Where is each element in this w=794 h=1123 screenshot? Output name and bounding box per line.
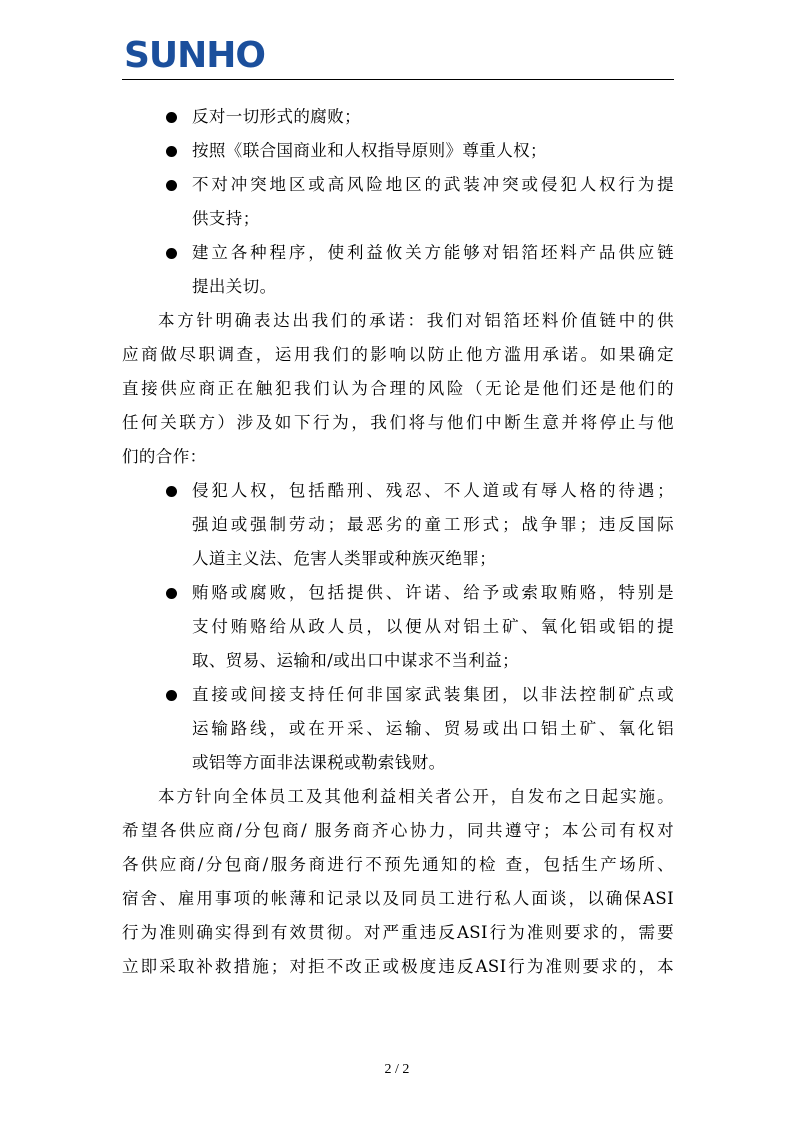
line-text: 人道主义法、危害人类罪或种族灭绝罪；: [192, 549, 497, 568]
bullet-dot-icon: [166, 690, 177, 701]
line-text: 运输路线，或在开采、运输、贸易或出口铝土矿、氧化铝: [192, 719, 674, 738]
paragraph-line: [122, 814, 674, 848]
line-text: 任何关联方）涉及如下行为，我们将与他们中断生意并将停止与他: [122, 413, 674, 432]
bullet-dot-icon: [166, 588, 177, 599]
line-text: 或铝等方面非法课税或勒索钱财。: [192, 753, 446, 772]
line-text: 行为准则确实得到有效贯彻。对严重违反ASI行为准则要求的，需要: [122, 923, 674, 942]
line-text: 立即采取补救措施；对拒不改正或极度违反ASI行为准则要求的，本: [122, 957, 674, 976]
bullet-dot-icon: [166, 112, 177, 123]
line-text: 各供应商/分包商/服务商进行不预先通知的检 查，包括生产场所、: [122, 855, 674, 874]
paragraph-first-line: [122, 304, 674, 338]
page-header: [122, 34, 674, 80]
line-text: 希望各供应商/分包商/ 服务商齐心协力，同共遵守；本公司有权对: [122, 821, 674, 840]
bullet-continuation: [122, 610, 674, 644]
line-text: 宿舍、雇用事项的帐薄和记录以及同员工进行私人面谈，以确保ASI: [122, 889, 674, 908]
bullet-item: [122, 678, 674, 712]
line-text: 提出关切。: [192, 277, 277, 296]
bullet-continuation: [122, 644, 674, 678]
line-text: 强迫或强制劳动；最恶劣的童工形式；战争罪；违反国际: [192, 515, 674, 534]
line-text: 直接或间接支持任何非国家武装集团，以非法控制矿点或: [192, 685, 674, 704]
line-text: 们的合作：: [122, 447, 207, 466]
line-text: 直接供应商正在触犯我们认为合理的风险（无论是他们还是他们的: [122, 379, 674, 398]
line-text: 取、贸易、运输和/或出口中谋求不当利益；: [192, 651, 520, 670]
line-text: 本方针向全体员工及其他利益相关者公开，自发布之日起实施。: [158, 787, 674, 806]
line-text: 侵犯人权，包括酷刑、残忍、不人道或有辱人格的待遇；: [192, 481, 674, 500]
bullet-continuation: [122, 712, 674, 746]
bullet-dot-icon: [166, 180, 177, 191]
line-text: 应商做尽职调查，运用我们的影响以防止他方滥用承诺。如果确定: [122, 345, 674, 364]
line-text: 贿赂或腐败，包括提供、许诺、给予或索取贿赂，特别是: [192, 583, 674, 602]
paragraph-first-line: [122, 780, 674, 814]
paragraph-line: [122, 882, 674, 916]
company-logo: SUNHO: [124, 35, 266, 76]
bullet-continuation: [122, 542, 674, 576]
header-divider: [122, 79, 674, 80]
paragraph-line: [122, 440, 674, 474]
line-text: 供支持；: [192, 209, 260, 228]
document-body: [122, 100, 674, 984]
bullet-item: [122, 134, 674, 168]
line-text: 本方针明确表达出我们的承诺：我们对铝箔坯料价值链中的供: [158, 311, 674, 330]
bullet-item: [122, 474, 674, 508]
line-text: 支付贿赂给从政人员，以便从对铝土矿、氧化铝或铝的提: [192, 617, 674, 636]
page-number: 2 / 2: [384, 1062, 410, 1077]
bullet-continuation: [122, 508, 674, 542]
bullet-item: [122, 168, 674, 202]
paragraph-line: [122, 848, 674, 882]
line-text: 反对一切形式的腐败；: [192, 107, 361, 126]
bullet-dot-icon: [166, 146, 177, 157]
line-text: 建立各种程序，使利益攸关方能够对铝箔坯料产品供应链: [192, 243, 674, 262]
paragraph-line: [122, 950, 674, 984]
bullet-continuation: [122, 270, 674, 304]
paragraph-line: [122, 406, 674, 440]
bullet-dot-icon: [166, 486, 177, 497]
paragraph-line: [122, 372, 674, 406]
bullet-continuation: [122, 746, 674, 780]
paragraph-line: [122, 916, 674, 950]
line-text: 按照《联合国商业和人权指导原则》尊重人权；: [192, 141, 547, 160]
line-text: 不对冲突地区或高风险地区的武装冲突或侵犯人权行为提: [192, 175, 674, 194]
bullet-continuation: [122, 202, 674, 236]
bullet-item: [122, 236, 674, 270]
bullet-item: [122, 576, 674, 610]
bullet-dot-icon: [166, 248, 177, 259]
paragraph-line: [122, 338, 674, 372]
bullet-item: [122, 100, 674, 134]
